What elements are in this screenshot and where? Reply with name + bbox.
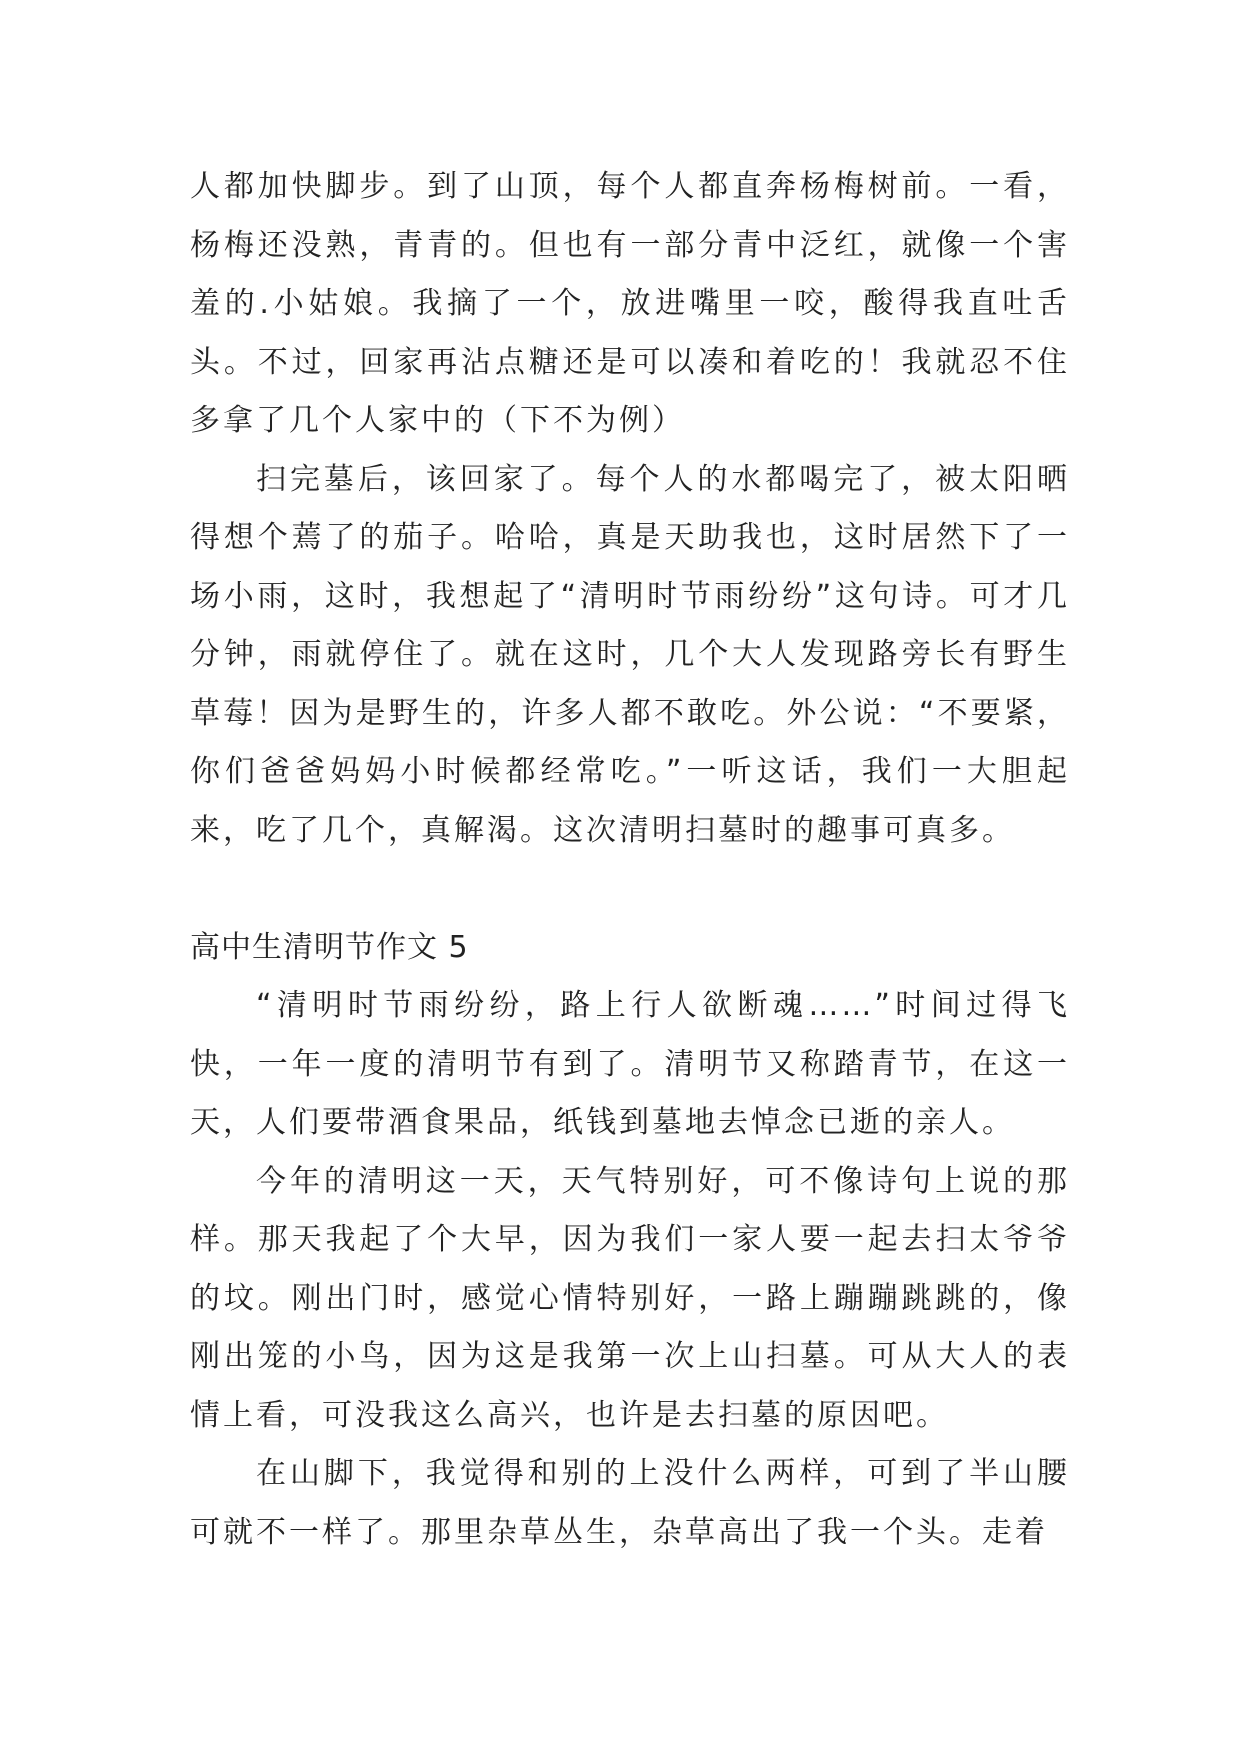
paragraph-poem-intro: “清明时节雨纷纷，路上行人欲断魂……”时间过得飞快，一年一度的清明节有到了。清明节又称踏青节，在这一天，人们要带酒食果品，纸钱到墓地去悼念已逝的亲人。 <box>190 988 1070 1140</box>
text-column <box>190 158 1070 1562</box>
paragraph-this-year: 今年的清明这一天，天气特别好，可不像诗句上说的那样。那天我起了个大早，因为我们一家人要一起去扫太爷爷的坟。刚出门时，感觉心情特别好，一路上蹦蹦跳跳的，像刚出笼的小鸟，因为这是我第一次上山扫墓。可从大人的表情上看，可没我这么高兴，也许是去扫墓的原因吧。 <box>190 1163 1070 1433</box>
paragraph-continuation: 人都加快脚步。到了山顶，每个人都直奔杨梅树前。一看，杨梅还没熟，青青的。但也有一部分青中泛红，就像一个害羞的.小姑娘。我摘了一个，放进嘴里一咬，酸得我直吐舌头。不过，回家再沾点糖还是可以凑和着吃的！我就忍不住多拿了几个人家中的（下不为例） <box>190 169 1070 438</box>
paragraph-mountain-foot: 在山脚下，我觉得和别的上没什么两样，可到了半山腰可就不一样了。那里杂草丛生，杂草高出了我一个头。走着 <box>190 1456 1070 1550</box>
paragraph-sweeping-done: 扫完墓后，该回家了。每个人的水都喝完了，被太阳晒得想个蔫了的茄子。哈哈，真是天助我也，这时居然下了一场小雨，这时，我想起了“清明时节雨纷纷”这句诗。可才几分钟，雨就停住了。就在这时，几个大人发现路旁长有野生草莓！因为是野生的，许多人都不敢吃。外公说：“不要紧，你们爸爸妈妈小时候都经常吃。”一听这话，我们一大胆起来，吃了几个，真解渴。这次清明扫墓时的趣事可真多。 <box>190 461 1070 848</box>
section-heading: 高中生清明节作文 5 <box>190 929 469 965</box>
